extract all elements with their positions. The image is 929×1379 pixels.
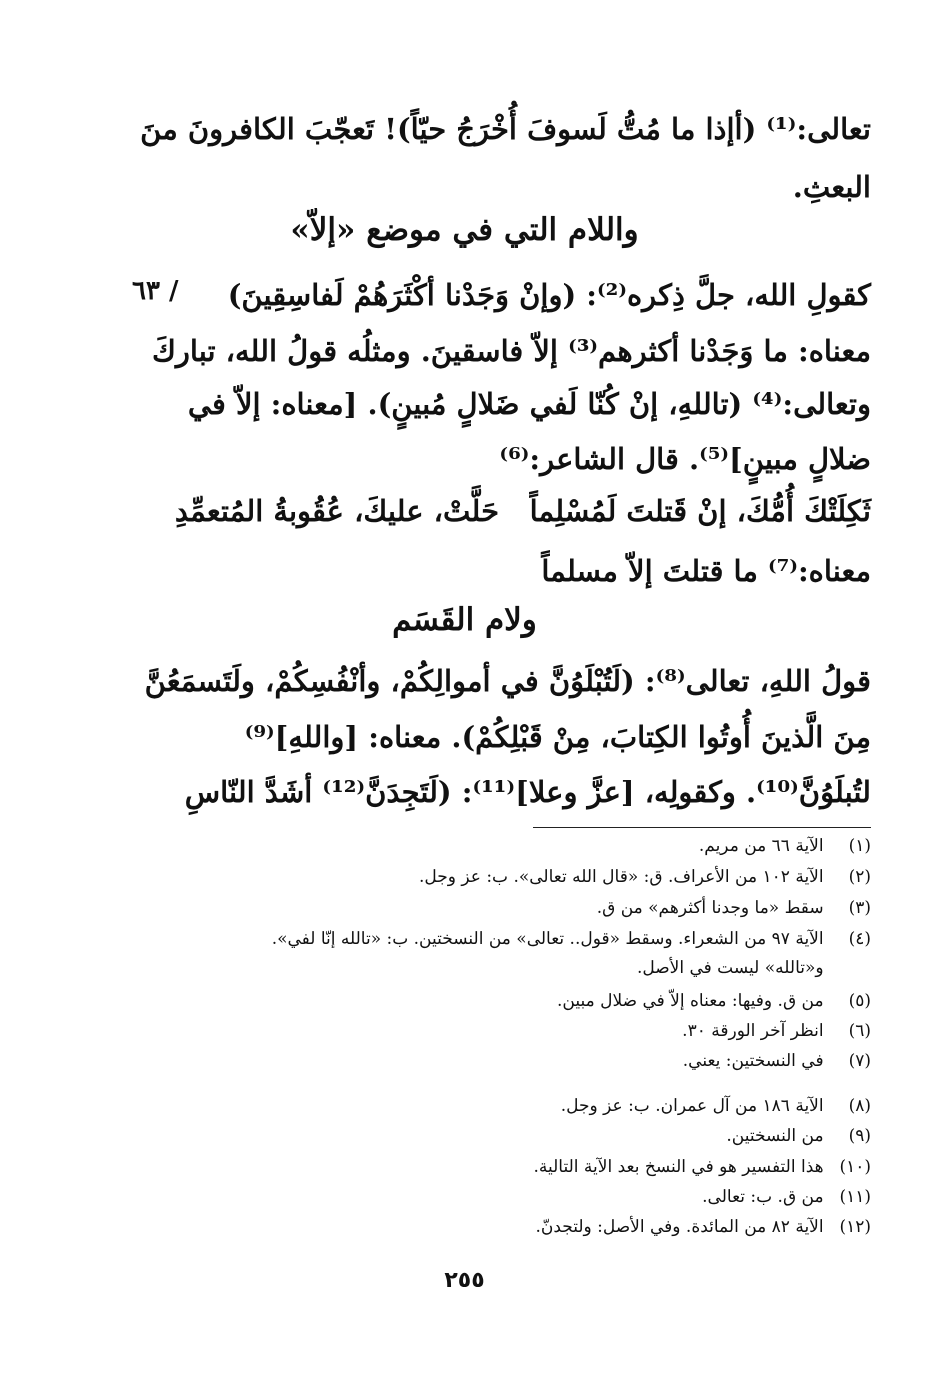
- body-line-1: تعالى:⁽¹⁾ (أإذا ما مُتُّ لَسوفَ أُخْرَجُ حيّاً)! تَعجّبَ الكافرونَ منَ: [140, 112, 871, 146]
- body-line-7: معناه:⁽⁷⁾ ما قتلتَ إلاّ مسلماً: [541, 554, 871, 588]
- footnote-1: (١) الآية ٦٦ من مريم.: [698, 836, 871, 856]
- footnote-6: (٦) انظر آخر الورقة ٣٠.: [682, 1021, 871, 1041]
- footnote-5: (٥) من ق. وفيها: معناه إلاّ في ضلال مبين.: [557, 991, 871, 1011]
- footnote-2: (٢) الآية ١٠٢ من الأعراف. ق: «قال الله تعالى». ب: عز وجل.: [419, 867, 871, 887]
- verse-hemistich-1: ثَكِلَتْكَ أُمُّكَ، إنْ قَتلتَ لَمُسْلِماً: [529, 494, 871, 528]
- footnote-3: (٣) سقط «ما وجدنا أكثرهم» من ق.: [596, 898, 871, 918]
- footnote-10: (١٠) هذا التفسير هو في النسخ بعد الآية التالية.: [533, 1157, 871, 1177]
- footnote-4-continued: و«تالله» ليست في الأصل.: [636, 958, 824, 978]
- body-line-10: لتُبلَوُنَّ⁽¹⁰⁾. وكقولِه، [عزَّ وعلا]⁽¹¹⁾: (لَتَجِدَنَّ⁽¹²⁾ أشَدَّ النّاسِ: [184, 775, 871, 809]
- body-line-9: مِنَ الَّذينَ أُوتُوا الكِتابَ، مِنْ قَبْلِكُمْ). معناه: [واللهِ]⁽⁹⁾: [244, 720, 871, 754]
- body-line-5: وتعالى:⁽⁴⁾ (تاللهِ، إنْ كُنّا لَفي ضَلالٍ مُبينٍ). [معناه: إلاّ في: [187, 387, 871, 421]
- footnote-11: (١١) من ق. ب: تعالى.: [702, 1187, 871, 1207]
- page-number: ٢٥٥: [444, 1268, 485, 1293]
- body-line-4: معناه: ما وَجَدْنا أكثرهم⁽³⁾ إلاّ فاسقينَ. ومثلُه قولُ الله، تباركَ: [151, 334, 871, 368]
- body-line-3: كقولِ الله، جلَّ ذِكره⁽²⁾: (وإنْ وَجَدْنا أكْثَرَهُمْ لَفاسِقِينَ): [227, 278, 871, 312]
- body-line-6: ضلالٍ مبينٍ]⁽⁵⁾. قال الشاعر:⁽⁶⁾: [499, 442, 871, 476]
- body-line-2: البعثِ.: [792, 170, 871, 204]
- footnote-8: (٨) الآية ١٨٦ من آل عمران. ب: عز وجل.: [560, 1096, 871, 1116]
- footnote-7: (٧) في النسختين: يعني.: [682, 1051, 871, 1071]
- manuscript-folio-ref: / ٦٣: [132, 276, 179, 306]
- footnote-9: (٩) من النسختين.: [726, 1126, 871, 1146]
- section-heading-illa: واللام التي في موضع «إلاّ»: [290, 212, 639, 248]
- footnote-divider: [533, 827, 871, 828]
- body-line-8: قولُ اللهِ، تعالى⁽⁸⁾: (لَتُبْلَوُنَّ في أموالِكُمْ، وأنْفُسِكُمْ، ولَتَسمَعُنَّ: [144, 664, 871, 698]
- section-heading-qasam: ولام القَسَم: [392, 602, 537, 638]
- verse-hemistich-2: حَلَّتْ، عليكَ، عُقُوبةُ المُتعمِّدِ: [174, 494, 499, 528]
- footnote-4: (٤) الآية ٩٧ من الشعراء. وسقط «قول.. تعالى» من النسختين. ب: «تالله إنّا لفي».: [271, 929, 871, 949]
- footnote-12: (١٢) الآية ٨٢ من المائدة. وفي الأصل: ولتجدنّ.: [535, 1217, 871, 1237]
